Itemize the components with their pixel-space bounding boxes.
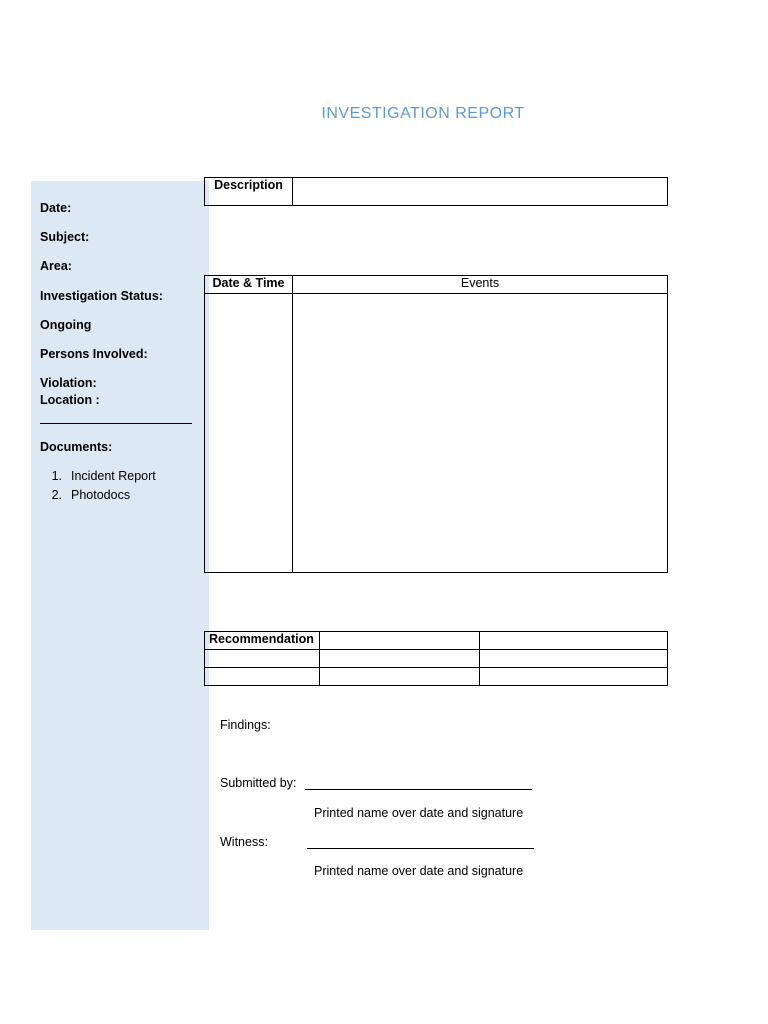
recommendation-cell[interactable] <box>480 650 668 668</box>
recommendation-cell[interactable] <box>205 668 320 686</box>
witness-caption: Printed name over date and signature <box>314 864 524 878</box>
description-header: Description <box>205 178 293 206</box>
date-label: Date: <box>40 201 72 215</box>
recommendation-table <box>204 631 668 686</box>
persons-involved-label: Persons Involved: <box>40 347 148 361</box>
submitted-by-label: Submitted by: <box>220 776 297 790</box>
recommendation-header: Recommendation <box>205 632 320 650</box>
list-item: 2. Photodocs <box>51 488 131 502</box>
recommendation-cell[interactable] <box>320 632 480 650</box>
document-incident-report: Incident Report <box>71 469 156 483</box>
location-label: Location : <box>40 393 100 407</box>
report-details-sidebar <box>31 181 209 930</box>
investigation-status-label: Investigation Status: <box>40 289 163 303</box>
events-header: Events <box>293 276 668 294</box>
findings-label: Findings: <box>220 718 271 732</box>
investigation-status-value: Ongoing <box>40 318 92 332</box>
recommendation-cell[interactable] <box>205 650 320 668</box>
area-label: Area: <box>40 259 72 273</box>
recommendation-cell[interactable] <box>320 668 480 686</box>
description-value[interactable] <box>293 178 668 206</box>
description-table <box>204 177 668 206</box>
submitted-by-signature-line[interactable] <box>305 789 532 790</box>
location-blank-line <box>40 423 192 424</box>
recommendation-cell[interactable] <box>480 668 668 686</box>
document-photodocs: Photodocs <box>71 488 131 502</box>
subject-label: Subject: <box>40 230 90 244</box>
submitted-by-caption: Printed name over date and signature <box>314 806 524 820</box>
date-time-cell[interactable] <box>205 294 293 573</box>
events-table <box>204 275 668 573</box>
documents-list <box>40 467 156 505</box>
witness-signature-line[interactable] <box>307 848 534 849</box>
date-time-header: Date & Time <box>205 276 293 294</box>
witness-label: Witness: <box>220 835 268 849</box>
report-title: INVESTIGATION REPORT <box>321 105 525 122</box>
recommendation-cell[interactable] <box>320 650 480 668</box>
recommendation-cell[interactable] <box>480 632 668 650</box>
violation-label: Violation: <box>40 376 97 390</box>
list-item: 1. Incident Report <box>51 469 156 483</box>
events-cell[interactable] <box>293 294 668 573</box>
documents-label: Documents: <box>40 440 113 454</box>
